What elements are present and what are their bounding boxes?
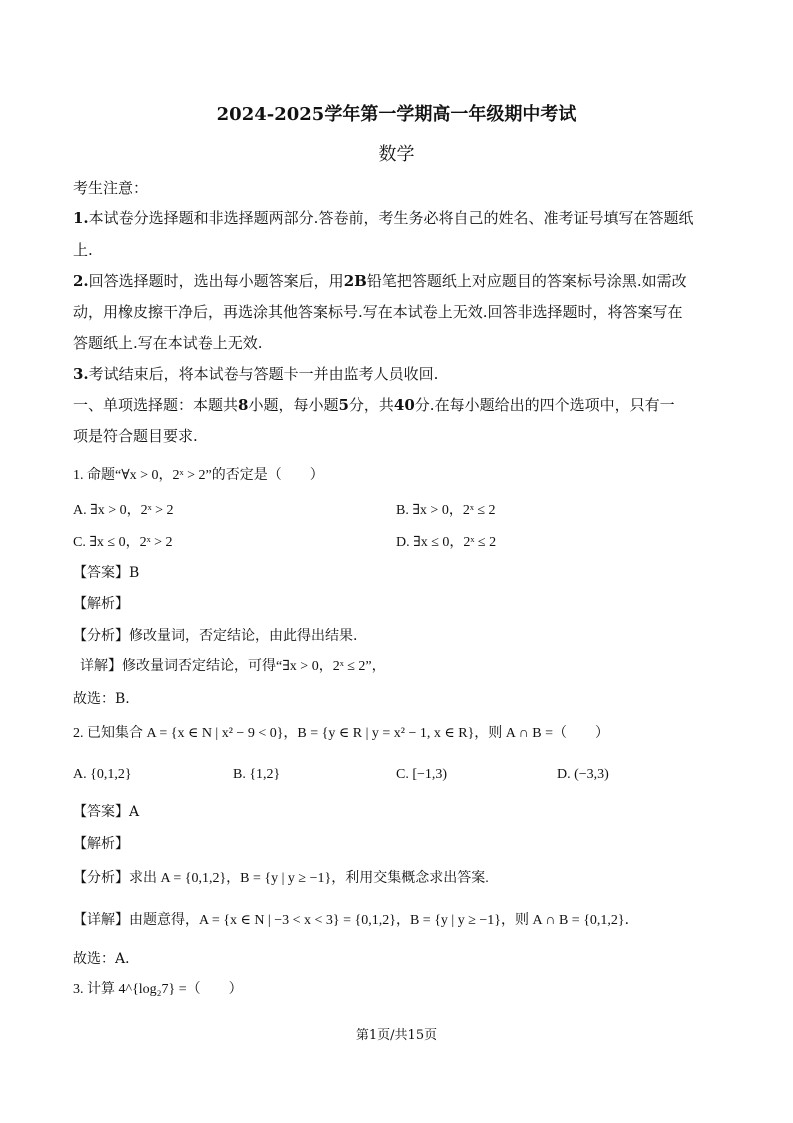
q2-fenxi: 【分析】求出 A = {0,1,2}，B = {y | y ≥ −1}，利用交集概念求出答案. [73,871,489,886]
notice-item-2-text-c: 铅笔把答题纸上对应题目的答案标号涂黑.如需改 [366,272,687,290]
notice-item-3-line-1: 考试结束后，将本试卷与答题卡一并由监考人员收回. [88,365,439,383]
notice-item-2-line-2: 动，用橡皮擦干净后，再选涂其他答案标号.写在本试卷上无效.回答非选择题时，将答案写在 [73,303,683,321]
q2-option-d: D. (−3,3) [557,767,609,782]
notice-item-1-cont: 上. [73,241,93,259]
section-total-points: 40 [393,396,415,414]
q2-option-c: C. [−1,3) [396,767,448,782]
q1-option-b: B. ∃x > 0，2ˣ ≤ 2 [396,503,496,518]
q2-analysis-tag: 【解析】 [73,836,129,852]
q2-answer: 【答案】A [73,804,140,820]
q1-fenxi: 【分析】修改量词，否定结论，由此得出结果. [73,628,358,644]
section-text-e: 分，共 [348,396,394,414]
q2-option-a: A. {0,1,2} [73,767,132,782]
section-count: 8 [238,396,249,414]
q2-choose: 故选：A． [73,951,140,967]
q1-option-c: C. ∃x ≤ 0，2ˣ > 2 [73,535,173,550]
notice-item-2-pencil: 2B [343,272,367,290]
notice-heading: 考生注意： [73,179,149,197]
q1-option-d: D. ∃x ≤ 0，2ˣ ≤ 2 [396,535,497,550]
q1-option-a: A. ∃x > 0，2ˣ > 2 [73,503,174,518]
section-text-c: 小题，每小题 [248,396,339,414]
section-text-a: 一、单项选择题：本题共 [73,396,239,414]
section-heading [73,395,675,415]
exam-title: 2024-2025学年第一学期高一年级期中考试 [216,104,577,125]
notice-item-2-line-3: 答题纸上.写在本试卷上无效. [73,334,263,352]
q1-answer: 【答案】B [73,565,140,581]
notice-item-1 [73,208,693,228]
q2-xiangjie: 【详解】由题意得，A = {x ∈ N | −3 < x < 3} = {0,1,2}，B = {y | y ≥ −1}，则 A ∩ B = {0,1,2}． [73,913,639,928]
q1-analysis-tag: 【解析】 [73,596,129,612]
q1-stem: 1. 命题“∀x > 0，2ˣ > 2”的否定是（ ） [73,468,324,483]
q2-stem: 2. 已知集合 A = {x ∈ N | x² − 9 < 0}，B = {y ∈ R | y = x² − 1, x ∈ R}，则 A ∩ B =（ ） [73,726,609,741]
q3-stem: 3. 计算 4^{log₂7} =（ ） [73,982,243,997]
subject-title: 数学 [378,144,415,165]
notice-item-3-num: 3. [73,365,89,383]
section-text-g: 分.在每小题给出的四个选项中，只有一 [414,396,675,414]
notice-item-1-num: 1. [73,209,89,227]
section-heading-line-2: 项是符合题目要求. [73,427,198,445]
q2-option-b: B. {1,2} [233,767,281,782]
notice-item-2-text-a: 回答选择题时，选出每小题答案后，用 [88,272,344,290]
notice-item-2-num: 2. [73,272,89,290]
q1-xiangjie: 详解】修改量词否定结论，可得“∃x > 0，2ˣ ≤ 2”， [80,659,386,674]
section-points-each: 5 [338,396,349,414]
notice-item-1-line-1: 本试卷分选择题和非选择题两部分.答卷前，考生务必将自己的姓名、准考证号填写在答题纸 [88,209,694,227]
notice-item-2 [73,271,687,291]
notice-item-3 [73,364,438,384]
q1-choose: 故选：B. [73,691,130,707]
page-footer: 第1页/共15页 [355,1028,438,1043]
